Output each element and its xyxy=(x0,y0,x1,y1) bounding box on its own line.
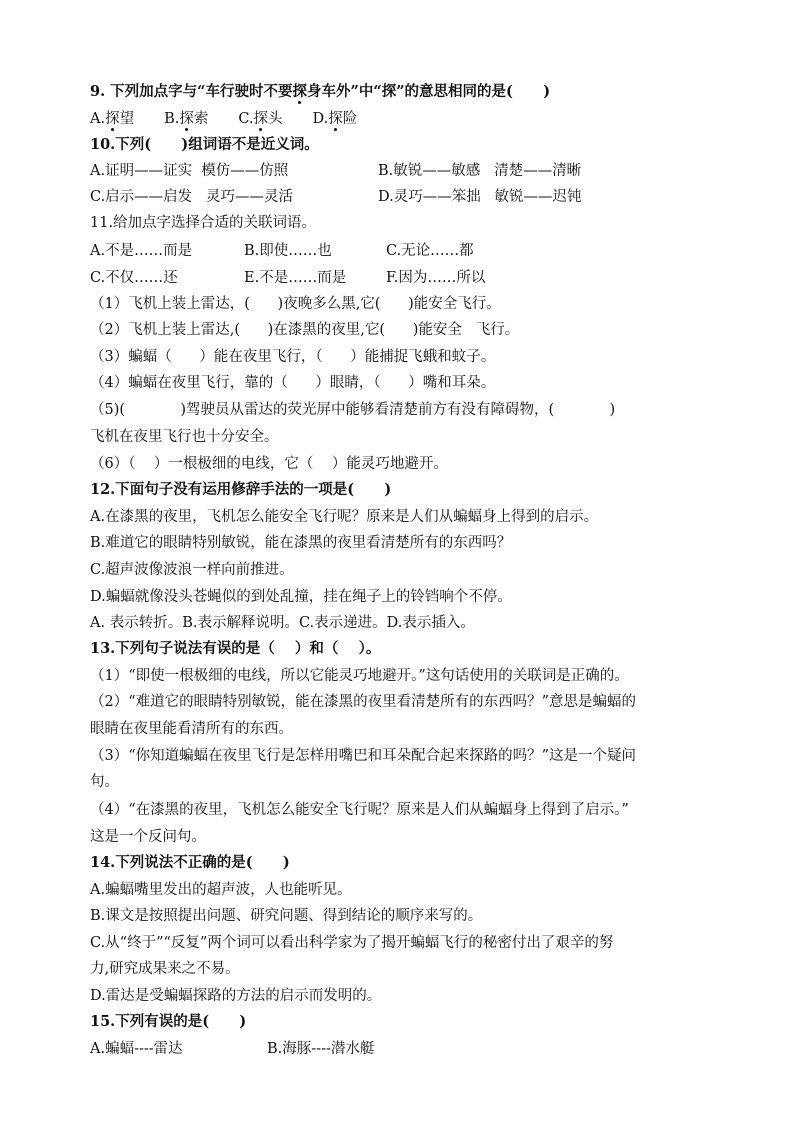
q13-statement-1: （1）“即使一根极细的电线，所以它能灵巧地避开。”这句话使用的关联词是正确的。 xyxy=(90,668,629,684)
q12-option-b: B.难道它的眼睛特别敏锐，能在漆黑的夜里看清楚所有的东西吗？ xyxy=(90,535,512,551)
q10-option-d: D.灵巧——笨拙 敏锐——迟钝 xyxy=(378,189,582,205)
q13-statement-2-line1: （2）“难道它的眼睛特别敏锐，能在漆黑的夜里看清楚所有的东西吗？”意思是蝙蝠的 xyxy=(90,694,637,710)
q13-statement-4-line1: （4）“在漆黑的夜里，飞机怎么能安全飞行呢？原来是人们从蝙蝠身上得到了启示。” xyxy=(90,802,629,818)
q11-sentence-1: （1）飞机上装上雷达，( )夜晚多么黑,它( )能安全飞行。 xyxy=(90,296,501,312)
q15-option-a: A.蝙蝠----雷达 xyxy=(90,1041,183,1057)
q11-sentence-6: （6）（ ）一根极细的电线，它（ ）能灵巧地避开。 xyxy=(90,456,448,472)
q11-option-b: B.即使……也 xyxy=(244,243,332,259)
q11-option-c2: C.不仅……还 xyxy=(90,270,178,286)
q11-sentence-5-line2: 飞机在夜里飞行也十分安全。 xyxy=(90,429,279,445)
q11-sentence-4: （4）蝙蝠在夜里飞行，靠的（ ）眼睛，（ ）嘴和耳朵。 xyxy=(90,375,496,391)
q10-option-c: C.启示——启发 灵巧——灵活 xyxy=(90,189,294,205)
q12-extra-line: A. 表示转折。B.表示解释说明。C.表示递进。D.表示插入。 xyxy=(90,615,475,631)
q14-option-b: B.课文是按照提出问题、研究问题、得到结论的顺序来写的。 xyxy=(90,908,483,924)
q14-stem: 14.下列说法不正确的是( ) xyxy=(90,854,290,871)
q13-stem: 13.下列句子说法有误的是（ ）和（ ）。 xyxy=(90,640,381,657)
q9-option-d: D.探险 xyxy=(312,111,358,127)
q13-statement-3-line1: （3）“你知道蝙蝠在夜里飞行是怎样用嘴巴和耳朵配合起来探路的吗？”这是一个疑问 xyxy=(90,748,637,764)
q12-option-a: A.在漆黑的夜里，飞机怎么能安全飞行呢？原来是人们从蝙蝠身上得到的启示。 xyxy=(90,509,599,525)
q9-stem-part2: 身车外”中“探”的意思相同的是( ) xyxy=(307,83,551,100)
q11-sentence-3: （3）蝙蝠（ ）能在夜里飞行，（ ）能捕捉飞蛾和蚊子。 xyxy=(90,349,496,365)
q9-option-c-dotted-char: 探 xyxy=(253,111,269,127)
q11-sentence-5-line1: （5)( )驾驶员从雷达的荧光屏中能够看清楚前方有没有障碍物，( ) xyxy=(90,402,616,418)
q15-option-b: B.海豚----潜水艇 xyxy=(267,1041,375,1057)
q9-stem-dotted-char: 探 xyxy=(292,83,308,100)
q13-statement-3-line2: 句。 xyxy=(90,774,119,790)
q12-option-c: C.超声波像波浪一样向前推进。 xyxy=(90,562,294,578)
q10-option-a: A.证明——证实 模仿——仿照 xyxy=(90,163,289,179)
q13-statement-2-line2: 眼睛在夜里能看清所有的东西。 xyxy=(90,721,293,737)
q9-options xyxy=(90,109,357,129)
q14-option-d: D.雷达是受蝙蝠探路的方法的启示而发明的。 xyxy=(90,988,382,1004)
q11-stem: 11.给加点字选择合适的关联词语。 xyxy=(90,215,317,231)
q15-stem: 15.下列有误的是( ) xyxy=(90,1013,247,1030)
q9-stem xyxy=(90,82,550,102)
q11-option-a: A.不是……而是 xyxy=(90,243,193,259)
q13-statement-4-line2: 这是一个反问句。 xyxy=(90,829,206,845)
q12-stem: 12.下面句子没有运用修辞手法的一项是( ) xyxy=(90,481,392,498)
q9-option-d-dotted-char: 探 xyxy=(328,111,343,127)
q11-option-e: E.不是……而是 xyxy=(244,270,347,286)
q9-option-a-dotted-char: 探 xyxy=(105,111,120,127)
q9-option-b-dotted-char: 探 xyxy=(179,111,194,127)
q9-option-c: C.探头 xyxy=(238,111,283,127)
q9-stem-part1: 9. 下列加点字与“车行驶时不要 xyxy=(90,83,293,100)
q14-option-c-line1: C.从“终于”“反复”两个词可以看出科学家为了揭开蝙蝠飞行的秘密付出了艰辛的努 xyxy=(90,935,614,951)
q12-option-d: D.蝙蝠就像没头苍蝇似的到处乱撞，挂在绳子上的铃铛响个不停。 xyxy=(90,589,512,605)
q10-stem: 10.下列( )组词语不是近义词。 xyxy=(90,136,319,153)
q14-option-a: A.蝙蝠嘴里发出的超声波，人也能听见。 xyxy=(90,882,352,898)
q9-option-b: B.探索 xyxy=(164,111,209,127)
q10-option-b: B.敏锐——敏感 清楚——清晰 xyxy=(378,163,582,179)
q11-option-c: C.无论……都 xyxy=(386,243,474,259)
q14-option-c-line2: 力,研究成果来之不易。 xyxy=(90,961,240,977)
q11-option-f: F.因为……所以 xyxy=(386,270,486,286)
q9-option-a: A.探望 xyxy=(90,111,135,127)
q11-sentence-2: （2）飞机上装上雷达,( )在漆黑的夜里,它( )能安全 飞行。 xyxy=(90,322,520,338)
